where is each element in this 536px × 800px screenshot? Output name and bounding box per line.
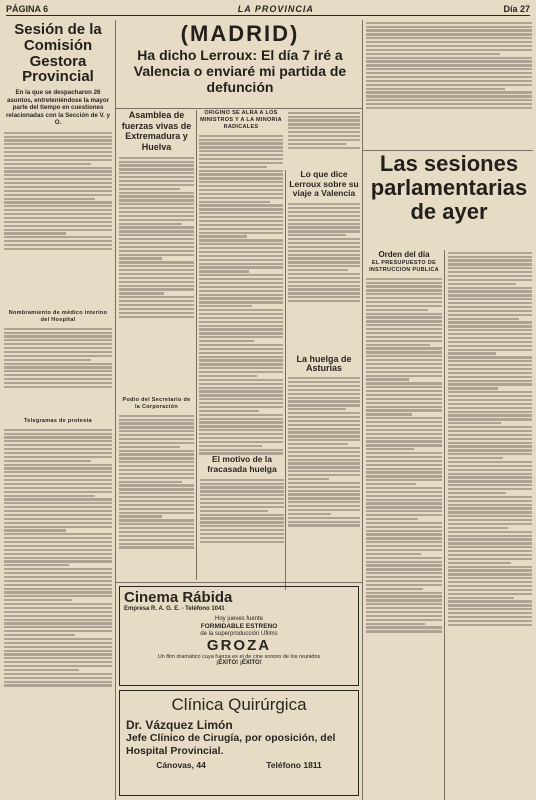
column-rule	[115, 20, 116, 800]
body-text	[366, 20, 532, 152]
madrid-headline: Ha dicho Lerroux: El día 7 iré a Valencia o enviaré mi partida de defunción	[133, 47, 347, 96]
section-rule	[116, 108, 362, 109]
cinema-film: GROZA	[206, 636, 272, 654]
section-head: Podio del Secretario de la Corporación	[122, 397, 191, 410]
madrid-dateline: (MADRID)	[180, 22, 300, 46]
cinema-formidable: FORMIDABLE ESTRENO	[200, 623, 278, 630]
cinema-today: Hoy jueves fuente	[214, 616, 264, 622]
body-text	[366, 276, 442, 796]
section-head: Nombramiento de médico interino del Hospital	[8, 309, 108, 323]
motivo-headline: El motivo de la fracasada huelga	[207, 455, 277, 474]
cinema-ad	[119, 586, 359, 686]
sesiones-headline: Las sesiones parlamentarias de ayer	[370, 152, 528, 224]
asturias-headline: La huelga de Asturias	[296, 353, 352, 373]
clinic-address: Cánovas, 44	[156, 760, 206, 770]
cinema-title: Cinema Rábida	[124, 589, 233, 606]
page-number: PÁGINA 6	[6, 3, 49, 14]
body-text	[288, 110, 360, 168]
asamblea-article	[119, 110, 194, 580]
body-text	[119, 413, 194, 580]
sesiones-article-head	[366, 152, 532, 248]
section-head: Telegramas de protesta	[24, 417, 92, 424]
body-text	[4, 130, 112, 308]
alarma-headline: ORIGINÓ SE ALRA A LOS MINISTROS Y A LA MINORIA RADICALES	[200, 110, 282, 130]
cinema-exito: ¡ÉXITO! ¡ÉXITO!	[216, 660, 262, 666]
clinic-phone: Teléfono 1811	[266, 760, 322, 770]
asamblea-headline: Asamblea de fuerzas vivas de Extremadura y Huelva	[121, 110, 192, 152]
masthead	[6, 2, 530, 16]
newspaper-name: LA PROVINCIA	[237, 3, 314, 14]
right-top-text	[366, 20, 532, 152]
column-rule	[362, 20, 363, 800]
lerroux-headline: Lo que dice Lerroux sobre su viaje a Valencia	[289, 170, 359, 198]
body-text	[448, 250, 532, 798]
sesiones-article	[366, 250, 442, 798]
clinic-position: Jefe Clínico de Cirugía, por oposición, del Hospital Provincial.	[126, 732, 336, 757]
motivo-article	[200, 455, 284, 580]
body-text	[200, 477, 284, 577]
clinic-title: Clínica Quirúrgica	[171, 695, 307, 714]
sesiones-column-2	[448, 250, 532, 798]
order-title: Orden del día	[378, 250, 430, 259]
cinema-superproduction: de la superproducción Ufilms	[200, 630, 278, 637]
left-headline: Sesión de la Comisión Gestora Provincial	[14, 22, 102, 86]
column-rule	[444, 250, 445, 800]
order-sub: EL PRESUPUESTO DE INSTRUCCION PUBLICA	[369, 260, 439, 273]
body-text	[4, 427, 112, 800]
body-text	[288, 202, 360, 352]
cinema-company: Empresa R. A. G. E. - Teléfono 1041	[124, 606, 225, 612]
body-text	[288, 376, 360, 591]
left-article	[4, 22, 112, 800]
lerroux-column	[288, 170, 360, 590]
madrid-article-head	[120, 22, 360, 108]
section-rule	[116, 582, 362, 583]
column-rule	[196, 110, 197, 580]
clinic-doctor: Dr. Vázquez Limón	[126, 718, 233, 732]
body-text	[4, 326, 112, 416]
section-rule	[363, 150, 533, 151]
body-text	[119, 155, 194, 395]
page-date: Día 27	[503, 3, 530, 14]
clinic-contact	[126, 760, 352, 770]
left-subhead: En la que se despacharon 26 asuntos, entreteniéndose la mayor parte del tiempo en cuestiones relacionadas con la Sección de V. y O.	[6, 89, 110, 127]
cinema-tagline: Un film dramático cuya fuerza es el de cine sonoro de los reunidos	[157, 653, 321, 660]
alarma-column-2	[288, 110, 360, 168]
clinic-ad	[119, 690, 359, 796]
